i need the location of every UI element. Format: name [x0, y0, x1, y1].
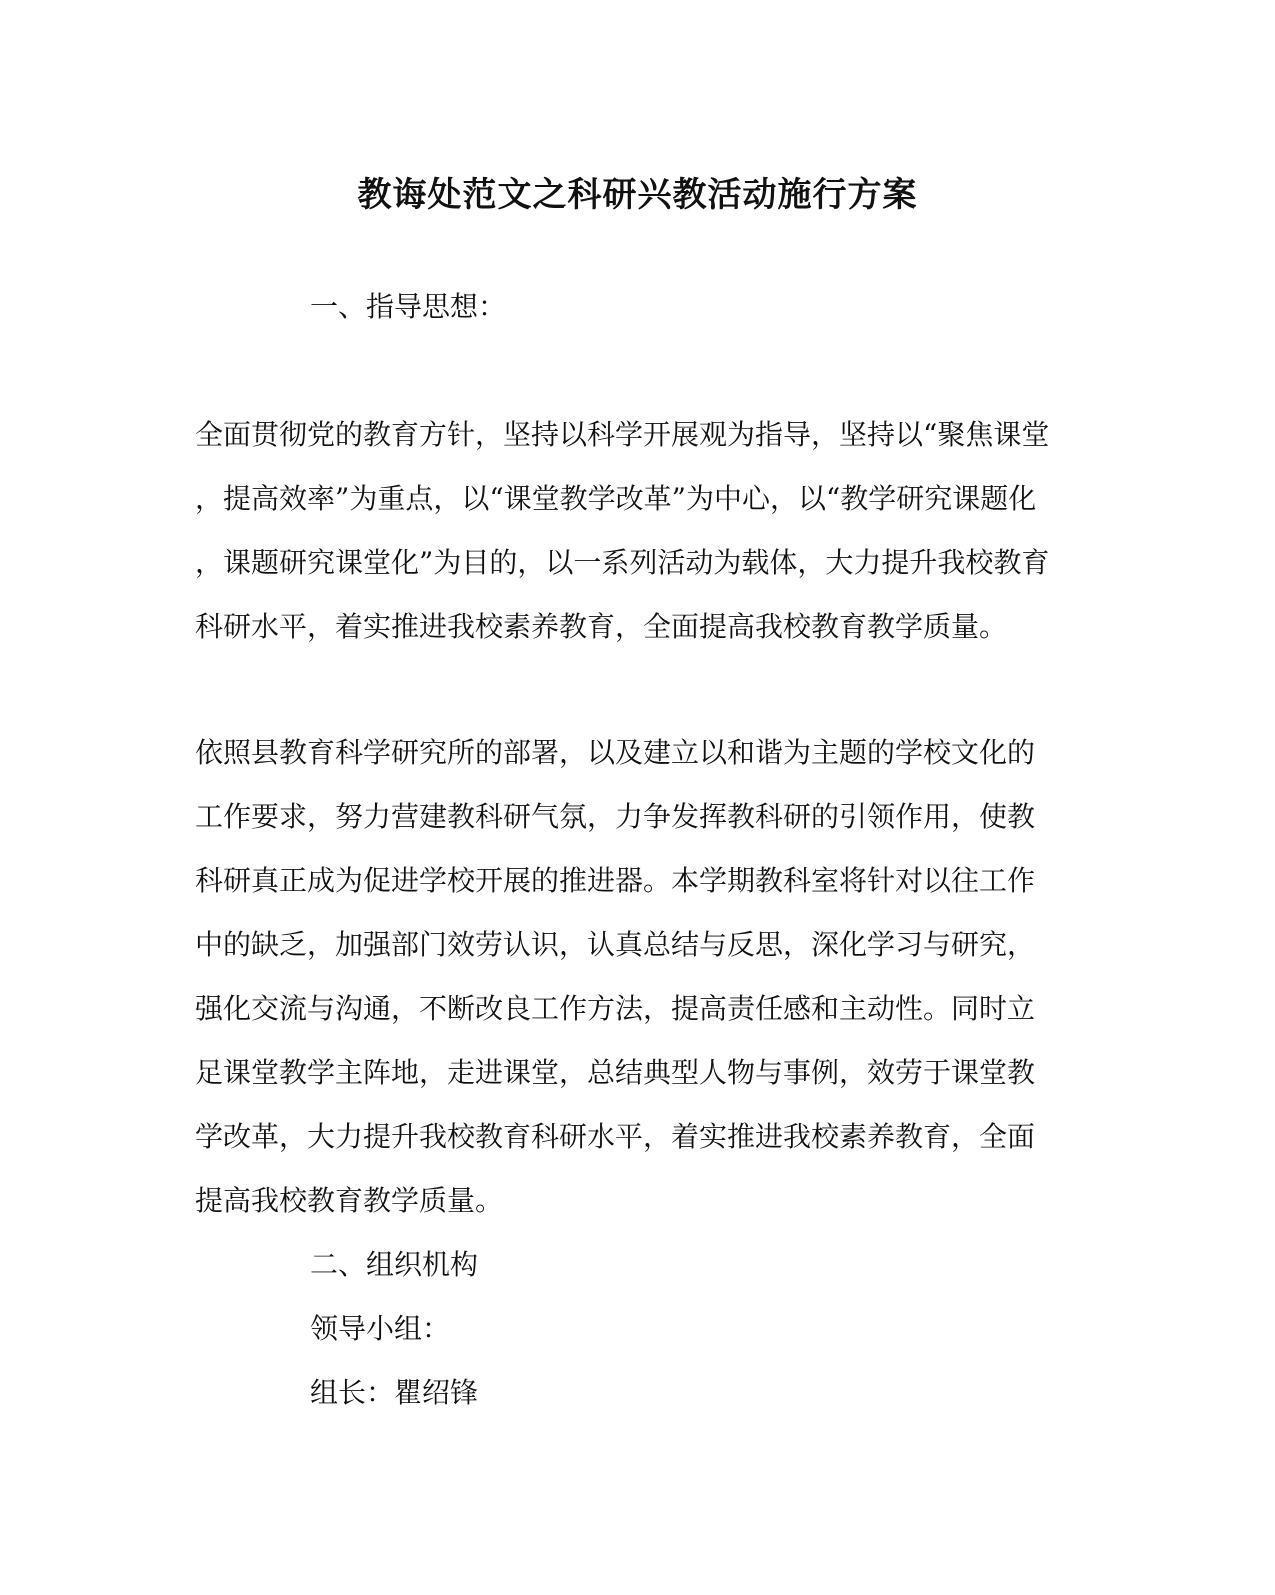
paragraph1-line-3: ，课题研究课堂化”为目的，以一系列活动为载体，大力提升我校教育	[195, 546, 1050, 579]
paragraph1-line-4: 科研水平，着实推进我校素养教育，全面提高我校教育教学质量。	[195, 610, 1008, 643]
leader-line: 组长：瞿绍锋	[310, 1376, 479, 1409]
section1-heading: 一、指导思想：	[310, 290, 507, 323]
paragraph2-line-8: 提高我校教育教学质量。	[195, 1184, 504, 1217]
leadership-label: 领导小组：	[310, 1312, 451, 1345]
paragraph2-line-2: 工作要求，努力营建教科研气氛，力争发挥教科研的引领作用，使教	[195, 800, 1036, 833]
paragraph2-line-7: 学改革，大力提升我校教育科研水平，着实推进我校素养教育，全面	[195, 1120, 1036, 1153]
paragraph2-line-1: 依照县教育科学研究所的部署，以及建立以和谐为主题的学校文化的	[195, 736, 1036, 769]
paragraph2-line-4: 中的缺乏，加强部门效劳认识，认真总结与反思，深化学习与研究，	[195, 928, 1036, 961]
paragraph2-line-5: 强化交流与沟通，不断改良工作方法，提高责任感和主动性。同时立	[195, 992, 1036, 1025]
document-title: 教诲处范文之科研兴教活动施行方案	[357, 175, 918, 215]
paragraph1-line-1: 全面贯彻党的教育方针，坚持以科学开展观为指导，坚持以“聚焦课堂	[195, 418, 1050, 451]
section2-heading: 二、组织机构	[310, 1248, 479, 1281]
paragraph2-line-6: 足课堂教学主阵地，走进课堂，总结典型人物与事例，效劳于课堂教	[195, 1056, 1036, 1089]
paragraph2-line-3: 科研真正成为促进学校开展的推进器。本学期教科室将针对以往工作	[195, 864, 1036, 897]
paragraph1-line-2: ，提高效率”为重点，以“课堂教学改革”为中心，以“教学研究课题化	[195, 482, 1037, 515]
